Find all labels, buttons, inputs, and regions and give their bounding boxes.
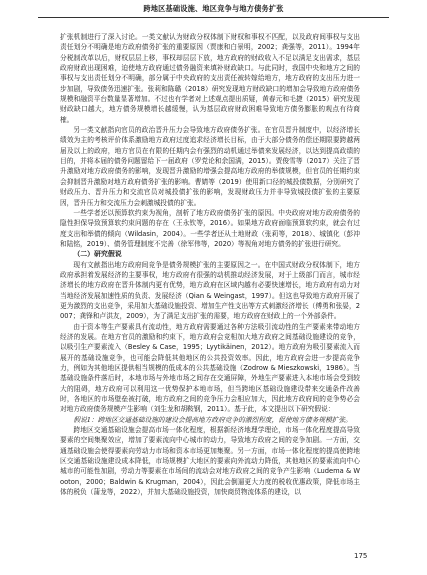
running-header [0,0,427,24]
section-heading-hypotheses: （二）研究假说 [73,250,122,259]
running-title: 跨地区基础设施、地区竞争与地方债务扩张 [143,4,284,13]
paragraph-factor-mobility: 由于资本等生产要素具有流动性，地方政府需要通过各种方法吸引流动性的生产要素来带动地方经济的发展。在地方官员的激励和约束下，地方政府会竞相加大地方政府之间基础设施建设的竞争，以吸引生产要素流入（Besley & Case，1995；Lyytikäinen，2012）。地方政府为吸引要素流入而展开的基础设施竞争，也可能会降低其他地区的公共投资效率。因此，地方政府会进一步提高竞争力，例如为其他地区提供相当规模的低成本的公共基础设施（Zodrow & Mieszkowski，1986）。当基础设施条件落后时，本地市场与外地市场之间存在交通屏障，外地生产要素进入本地市场会受到较大的阻碍，地方政府可以利用这一优势保护本地市场，但当跨地区基础设施建设带来交通条件改善时，各地区的市场壁垒被打破，地方政府之间的竞争压力会相应加大，因此地方政府间的竞争势必会对地方政府债务规模产生影响（刘生龙和胡鞍钢，2011）。基于此，本文提出以下研究假说： [60,322,360,414]
page-number: 175 [354,552,368,560]
paragraph-soft-budget: 一些学者还以预算软约束为视角，剖析了地方政府债务扩张的原因。中央政府对地方政府债务的隐性担保导致预算软约束问题的存在（王永钦等，2016）。如果地方政府面临预算软约束，就会有过度支出和举债的倾向（Wildasin，2004）。一些学者还从土地财政（张莉等，2018）、城镇化（彭冲和陆铭，2019）、债务管理制度不完善（徐军伟等，2020）等视角对地方债务的扩张进行研究。 [60,208,360,248]
paragraph-market-integration: 跨地区交通基础设施会提高市场一体化程度，根据新经济地理学理论，市场一体化程度提高导致要素的空间集聚效应，增加了要素流向中心城市的动力，导致地方政府之间的竞争加剧。一方面，交通基础设施会使得要素向劳动力市场和资本市场更加集聚。另一方面，市场一体化程度的提高使跨地区交通基础设施建设成本降低，市场规模扩大地区的要素向外流动力降低，其他地区的要素流向中心城市的可能性加剧，劳动力等要素在市场间的流动会对地方政府之间的竞争产生影响（Ludema & Wooton，2000；Baldwin & Krugman，2004），因此会倒逼更大力度的税收优惠政策，降低市场主体的税负（蒲龙等，2022），并加大基础设施投资，加快商贸物流体系的建设，以 [60,426,360,497]
hypothesis-1: 假说1：跨地区交通基础设施的建设会提高地方政府竞争的激烈程度，促使地方债务规模扩张。 [73,415,352,424]
header-rule [38,17,389,18]
paragraph-competition: 现有文献指出地方政府间竞争是债务规模扩张的主要原因之一。在中国式财政分权体制下，地方政府承担着发展经济的主要事权，地方政府有很强的动机推动经济发展，对于上级部门而言，城市经济增长的地方政府在晋升体制内更有优势，地方政府在区域内越有必要快速增长，地方政府有动力对当地经济发展加速性质的负责、发展经济（Qian & Weingast，1997）。但这也导致地方政府开展了更为激烈的支出竞争，采用加大基础设施投资、增加生产性支出等方式刺激经济增长（傅勇和张晏，2007；龚锋和卢洪友，2009），为了满足支出扩张的需要，地方政府在财政上的一个外部条件。 [60,260,360,321]
paragraph-promotion-pressure: 另一类文献指向官员的政治晋升压力会导致地方政府债务扩张。在官员晋升制度中，以经济增长绩效为主的考核评价体系激励地方政府过度追求经济增长目标，由于大部分债务的偿还期限要跨越两届及以上的政府，地方官员在有限的任期内会有强烈的动机通过举债来发展经济，以达到提高政绩的目的，并将本届的债务问题留给下一届政府（罗党论和余国满，2015）。贾俊雪等（2017）关注了晋升激励对地方政府债务的影响，发现晋升激励的增强会提高地方政府的举债规模，但官员的任期约束会抑制晋升激励对地方政府债务扩张的影响。曹婧等（2019）使用新口径的城投债数据，分别研究了财政压力、晋升压力和交流官员对城投债扩张的影响，发现财政压力并非导致城投债扩张的主要原因，晋升压力和交流压力会刺激城投债的扩张。 [60,126,360,207]
paragraph-fiscal-decentralization: 扩张机制进行了深入讨论。一类文献认为财政分权体制下财权和事权不匹配，以及政府间事权与支出责任划分不明确是地方政府债务扩张的重要原因（贾康和白景明，2002；龚强等，2011）。1994年分税制改革以后，财权层层上移，事权却层层下放，地方政府的财政收入不足以满足支出需求，基层政府财政出现困难，迫使地方政府通过债务融资来填补财政缺口。与此同时，我国中央和地方之间的事权与支出责任划分不明确，部分属于中央政府的支出责任被转嫁给地方，地方政府的支出压力进一步加剧，导致债务迅速扩张。张莉和陈璐（2018）研究发现地方财政缺口的增加会导致地方政府债务规模和融资平台数量显著增加。不过也有学者对上述观点提出质疑，黄春元和毛捷（2015）研究发现财政缺口越大，地方债务规模增长越缓慢，认为基层政府财政困难导致地方债务膨胀的观点有待商榷。 [60,33,360,124]
article-body [60,32,360,497]
